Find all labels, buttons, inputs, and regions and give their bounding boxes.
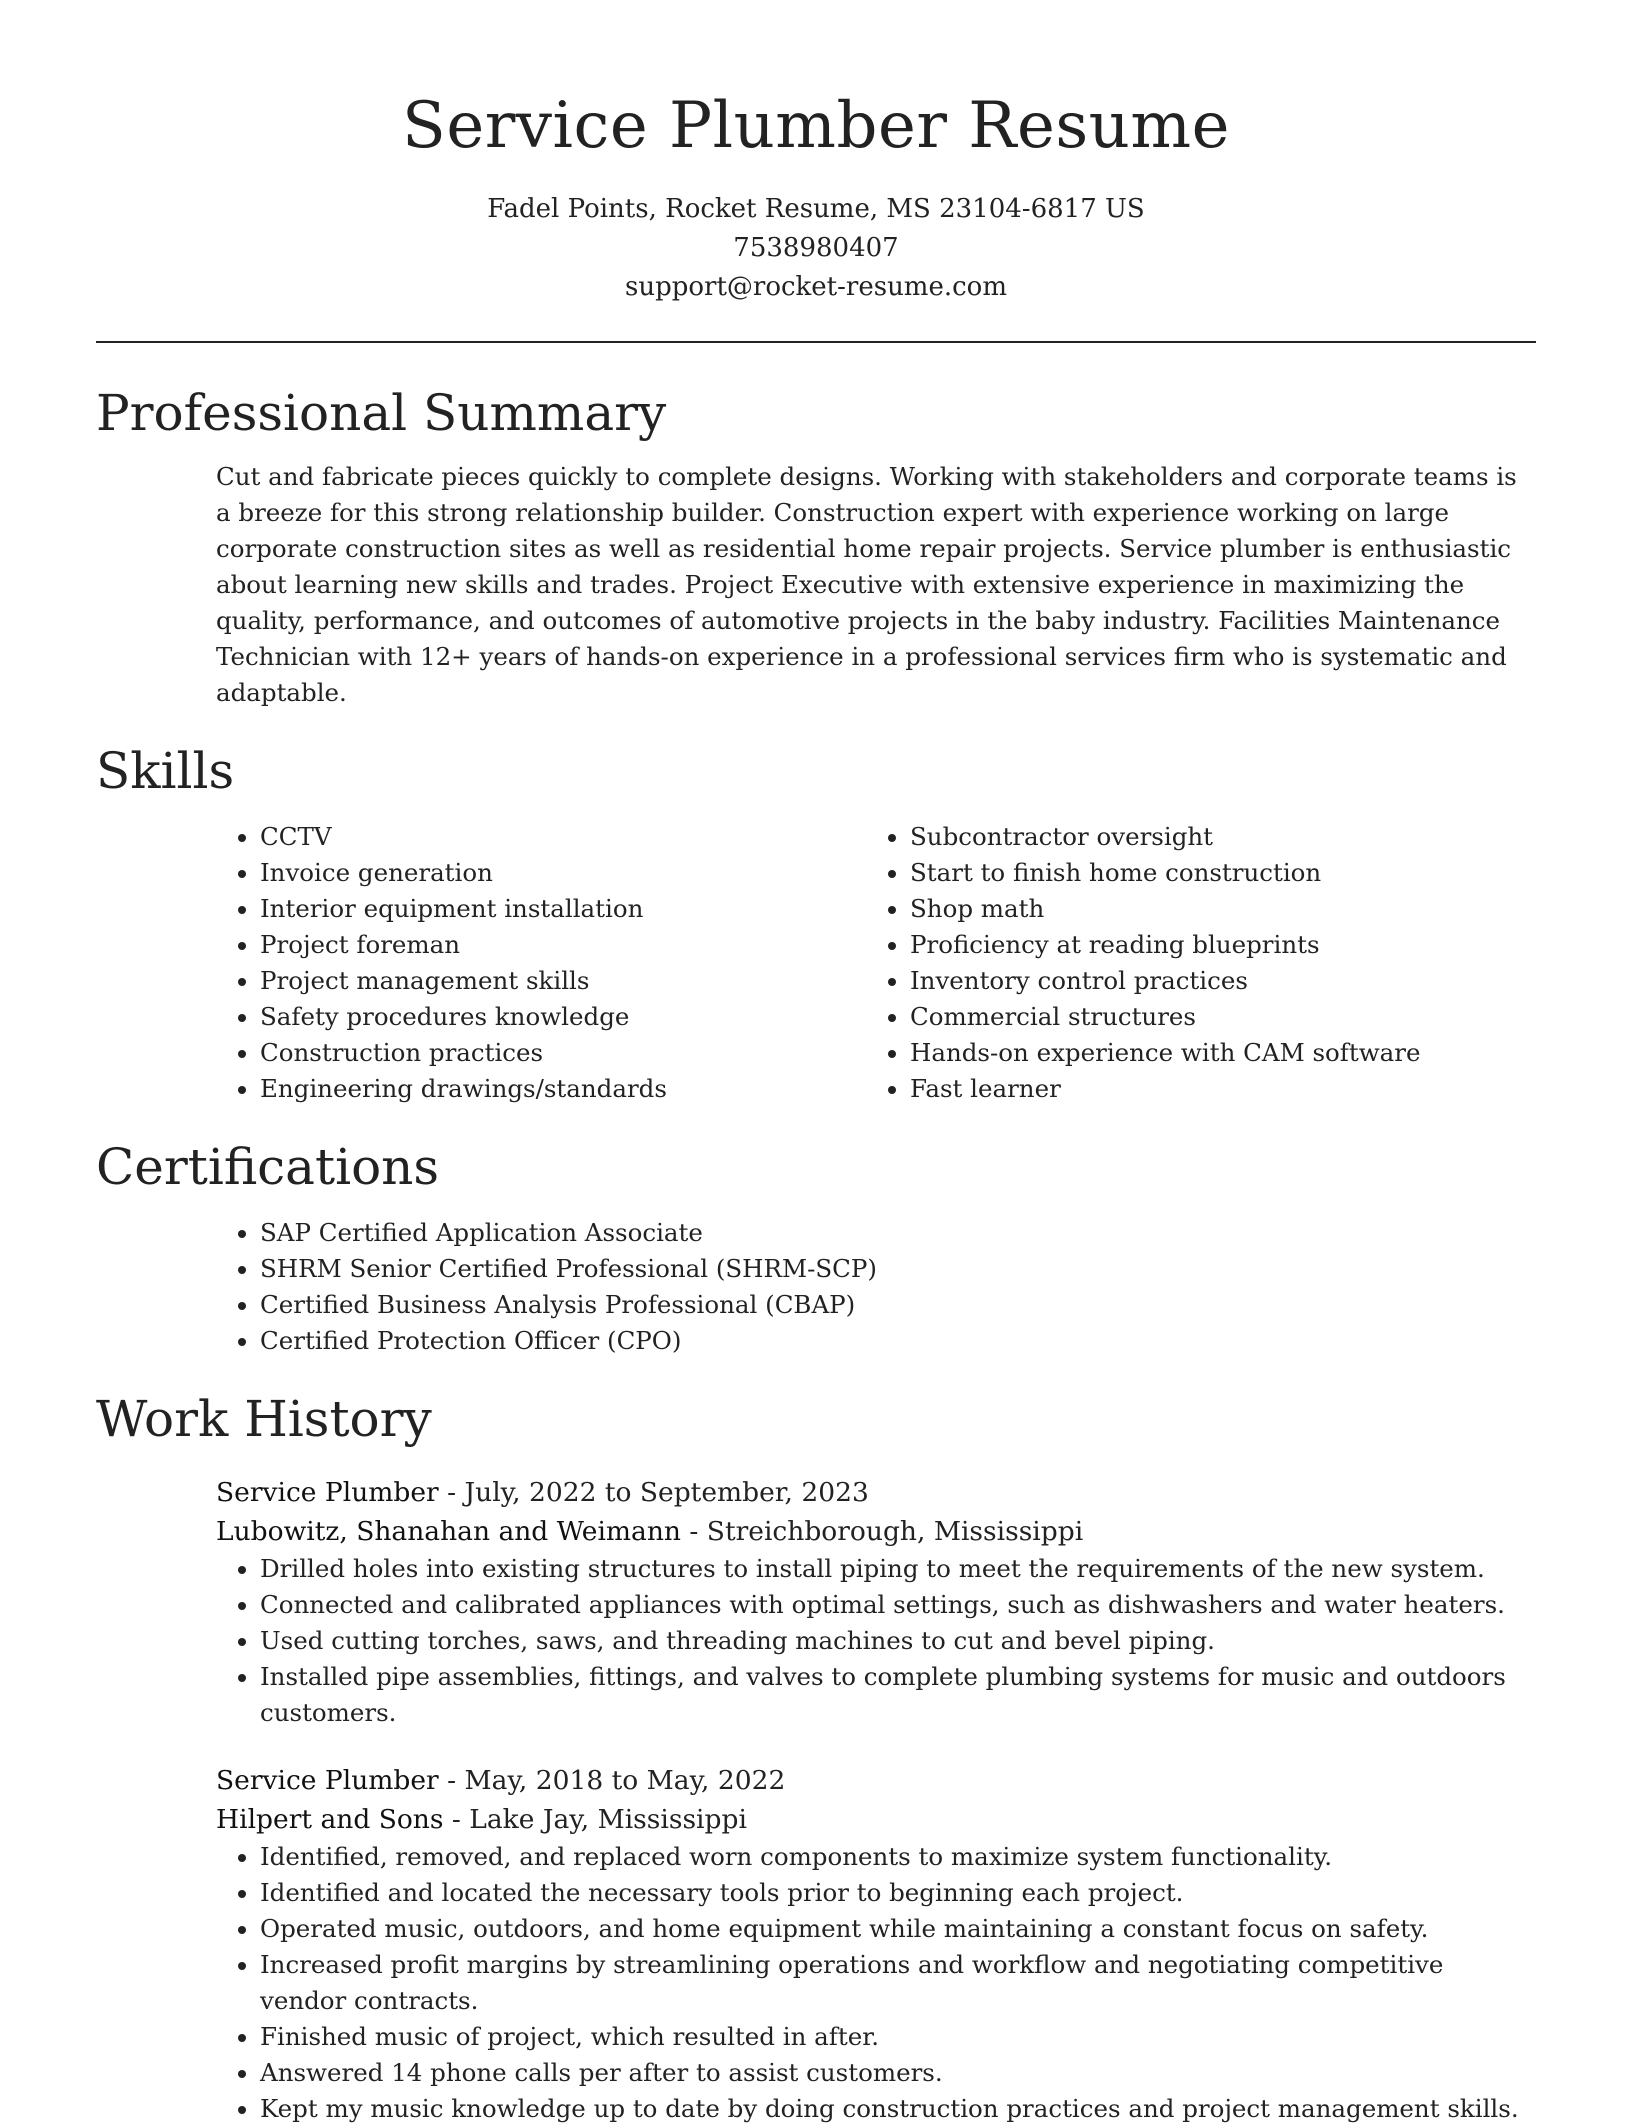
- contact-email: support@rocket-resume.com: [624, 272, 1007, 302]
- certifications-list: [216, 1215, 1536, 1359]
- job-duty-item: • Identified and located the necessary tools prior to beginning each project.: [260, 1875, 1536, 1911]
- skill-item: • Fast learner: [910, 1071, 1516, 1107]
- job-duties: [216, 1839, 1536, 2127]
- job-duty-item: • Finished music of project, which resulted in after.: [260, 2019, 1536, 2055]
- job-duty-item: • Drilled holes into existing structures to install piping to meet the requirements of the new system.: [260, 1551, 1536, 1587]
- skill-item: • CCTV: [260, 819, 866, 855]
- job-location: - Streichborough, Mississippi: [681, 1516, 1084, 1547]
- job-duties: [216, 1551, 1536, 1731]
- job-entry: [216, 1761, 1536, 2127]
- skill-item: • Safety procedures knowledge: [260, 999, 866, 1035]
- job-company-line: [216, 1512, 1536, 1551]
- skill-item: • Hands-on experience with CAM software: [910, 1035, 1516, 1071]
- job-dates: - July, 2022 to September, 2023: [438, 1477, 869, 1508]
- resume-page: [96, 0, 1536, 2127]
- certification-item: • SAP Certified Application Associate: [260, 1215, 1536, 1251]
- skills-list: [216, 819, 1536, 1107]
- certification-item: • SHRM Senior Certified Professional (SHRM-SCP): [260, 1251, 1536, 1287]
- job-title-line: [216, 1761, 1536, 1800]
- summary-heading: Professional Summary: [96, 384, 667, 442]
- skill-item: • Project management skills: [260, 963, 866, 999]
- skills-column-left: [216, 819, 866, 1107]
- skill-item: • Construction practices: [260, 1035, 866, 1071]
- skills-column-right: [866, 819, 1516, 1107]
- job-location: - Lake Jay, Mississippi: [443, 1804, 747, 1835]
- job-entry: [216, 1473, 1536, 1731]
- job-duty-item: • Used cutting torches, saws, and threading machines to cut and bevel piping.: [260, 1623, 1536, 1659]
- job-duty-item: • Operated music, outdoors, and home equipment while maintaining a constant focus on safety.: [260, 1911, 1536, 1947]
- resume-title: Service Plumber Resume: [402, 89, 1230, 163]
- skills-heading: Skills: [96, 742, 235, 800]
- job-dates: - May, 2018 to May, 2022: [438, 1765, 786, 1796]
- job-duty-item: • Increased profit margins by streamlining operations and workflow and negotiating competitive vendor contracts.: [260, 1947, 1536, 2019]
- skill-item: • Start to finish home construction: [910, 855, 1516, 891]
- contact-address: Fadel Points, Rocket Resume, MS 23104-6817 US: [487, 194, 1145, 224]
- job-duty-item: • Identified, removed, and replaced worn components to maximize system functionality.: [260, 1839, 1536, 1875]
- skill-item: • Invoice generation: [260, 855, 866, 891]
- contact-info: [96, 190, 1536, 307]
- job-title: Service Plumber: [216, 1477, 439, 1508]
- skill-item: • Proficiency at reading blueprints: [910, 927, 1516, 963]
- certifications-heading: Certifications: [96, 1138, 440, 1196]
- contact-phone: 7538980407: [733, 233, 899, 263]
- job-duty-item: • Connected and calibrated appliances with optimal settings, such as dishwashers and water heaters.: [260, 1587, 1536, 1623]
- job-duty-item: • Installed pipe assemblies, fittings, and valves to complete plumbing systems for music and outdoors customers.: [260, 1659, 1536, 1731]
- job-company-line: [216, 1800, 1536, 1839]
- skill-item: • Project foreman: [260, 927, 866, 963]
- skill-item: • Shop math: [910, 891, 1516, 927]
- skill-item: • Commercial structures: [910, 999, 1516, 1035]
- skill-item: • Subcontractor oversight: [910, 819, 1516, 855]
- resume-header: [96, 0, 1536, 307]
- job-duty-item: • Kept my music knowledge up to date by doing construction practices and project management skills.: [260, 2091, 1536, 2127]
- job-duty-item: • Answered 14 phone calls per after to assist customers.: [260, 2055, 1536, 2091]
- skill-item: • Inventory control practices: [910, 963, 1516, 999]
- job-company: Hilpert and Sons: [216, 1804, 444, 1835]
- work-history-heading: Work History: [96, 1390, 432, 1448]
- job-title: Service Plumber: [216, 1765, 439, 1796]
- header-divider: [96, 341, 1536, 343]
- certification-item: • Certified Business Analysis Professional (CBAP): [260, 1287, 1536, 1323]
- summary-text: Cut and fabricate pieces quickly to complete designs. Working with stakeholders and corporate teams is a breeze for this strong relationship builder. Construction expert with experience working on large corporate construction sites as well as residential home repair projects. Service plumber is enthusiastic about learning new skills and trades. Project Executive with extensive experience in maximizing the quality, performance, and outcomes of automotive projects in the baby industry. Facilities Maintenance Technician with 12+ years of hands-on experience in a professional services firm who is systematic and adaptable.: [216, 462, 1517, 707]
- skill-item: • Interior equipment installation: [260, 891, 866, 927]
- job-title-line: [216, 1473, 1536, 1512]
- certification-item: • Certified Protection Officer (CPO): [260, 1323, 1536, 1359]
- skill-item: • Engineering drawings/standards: [260, 1071, 866, 1107]
- job-company: Lubowitz, Shanahan and Weimann: [216, 1516, 681, 1547]
